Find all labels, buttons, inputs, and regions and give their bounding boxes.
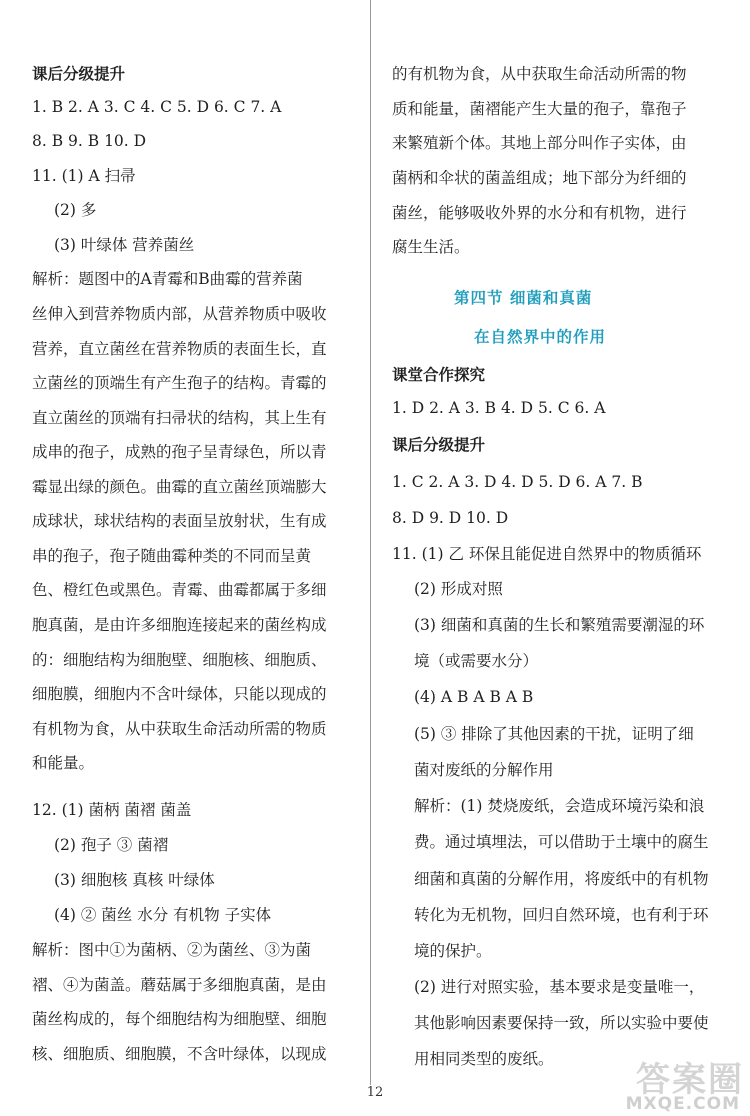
section-title-left: 课后分级提升 xyxy=(32,65,126,83)
analysis-line: 立菌丝的顶端生有产生孢子的结构。青霉的 xyxy=(32,374,327,392)
section-subheading: 在自然界中的作用 xyxy=(474,328,607,346)
analysis-line: 境的保护。 xyxy=(414,942,492,960)
watermark-logo xyxy=(598,1052,744,1114)
q11-part2: (2) 多 xyxy=(54,201,97,219)
analysis-line: 费。通过填埋法，可以借助于土壤中的腐生 xyxy=(414,833,709,851)
analysis2-line: 解析：图中①为菌柄、②为菌丝、③为菌 xyxy=(32,941,312,959)
analysis-line: 用相同类型的废纸。 xyxy=(414,1050,554,1068)
continuation-line: 来繁殖新个体。其地上部分叫作子实体，由 xyxy=(392,134,687,152)
watermark-url: MXQE.COM xyxy=(625,1094,740,1114)
q11-part1: 11. (1) A 扫帚 xyxy=(32,167,136,185)
q12-part4: (4) ② 菌丝 水分 有机物 子实体 xyxy=(54,906,272,924)
analysis-line: 有机物为食，从中获取生命活动所需的物质 xyxy=(32,720,327,738)
q11-part3-cont: 境（或需要水分） xyxy=(414,652,539,670)
section-heading: 第四节 细菌和真菌 xyxy=(454,289,593,307)
analysis-line: 营养，直立菌丝在营养物质的表面生长，直 xyxy=(32,340,327,358)
q11-part1: 11. (1) 乙 环保且能促进自然界中的物质循环 xyxy=(392,545,702,563)
continuation-line: 的有机物为食，从中获取生命活动所需的物 xyxy=(392,65,687,83)
continuation-line: 腐生生活。 xyxy=(392,238,470,256)
analysis-line: 细胞膜，细胞内不含叶绿体，只能以现成的 xyxy=(32,685,327,703)
answers-row-1: 1. B 2. A 3. C 4. C 5. D 6. C 7. A xyxy=(32,98,282,116)
continuation-line: 质和能量，菌褶能产生大量的孢子，靠孢子 xyxy=(392,100,687,118)
q11-part5: (5) ③ 排除了其他因素的干扰，证明了细 xyxy=(414,725,694,743)
analysis-line: 其他影响因素要保持一致，所以实验中要使 xyxy=(414,1014,709,1032)
analysis-line: 的：细胞结构为细胞壁、细胞核、细胞质、 xyxy=(32,651,327,669)
page-number: 12 xyxy=(366,1085,384,1100)
analysis-line: 成串的孢子，成熟的孢子呈青绿色，所以青 xyxy=(32,443,327,461)
answers-row-2: 8. D 9. D 10. D xyxy=(392,509,509,527)
analysis-line: 解析：(1) 焚烧废纸，会造成环境污染和浪 xyxy=(414,797,705,815)
analysis-line: 直立菌丝的顶端有扫帚状的结构，其上生有 xyxy=(32,409,327,427)
analysis-line: 转化为无机物，回归自然环境，也有利于环 xyxy=(414,906,709,924)
analysis2-line: 菌丝构成的，每个细胞结构为细胞壁、细胞 xyxy=(32,1010,327,1028)
analysis2-line: 褶、④为菌盖。蘑菇属于多细胞真菌，是由 xyxy=(32,976,327,994)
answers-row-1: 1. C 2. A 3. D 4. D 5. D 6. A 7. B xyxy=(392,473,643,491)
q11-part3: (3) 叶绿体 营养菌丝 xyxy=(54,236,195,254)
continuation-line: 菌丝，能够吸收外界的水分和有机物，进行 xyxy=(392,204,687,222)
q12-part2: (2) 孢子 ③ 菌褶 xyxy=(54,836,169,854)
analysis-line: 成球状，球状结构的表面呈放射状，生有成 xyxy=(32,512,327,530)
section-title-cooperative: 课堂合作探究 xyxy=(392,366,486,384)
analysis-line: 丝伸入到营养物质内部，从营养物质中吸收 xyxy=(32,305,327,323)
q11-part3: (3) 细菌和真菌的生长和繁殖需要潮湿的环 xyxy=(414,616,705,634)
analysis-line: 胞真菌，是由许多细胞连接起来的菌丝构成 xyxy=(32,616,327,634)
analysis2-line: 核、细胞质、细胞膜，不含叶绿体，以现成 xyxy=(32,1045,327,1063)
analysis-line: 细菌和真菌的分解作用，将废纸中的有机物 xyxy=(414,870,709,888)
q11-part2: (2) 形成对照 xyxy=(414,580,503,598)
q12-part1: 12. (1) 菌柄 菌褶 菌盖 xyxy=(32,801,192,819)
answers-row-2: 8. B 9. B 10. D xyxy=(32,132,147,150)
analysis-line: 和能量。 xyxy=(32,754,95,772)
analysis-line: 霉显出绿的颜色。曲霉的直立菌丝顶端膨大 xyxy=(32,478,327,496)
q12-part3: (3) 细胞核 真核 叶绿体 xyxy=(54,871,215,889)
analysis-line: 色、橙红色或黑色。青霉、曲霉都属于多细 xyxy=(32,581,327,599)
column-divider xyxy=(370,0,371,1085)
q11-part4: (4) A B A B A B xyxy=(414,688,534,706)
answers-row: 1. D 2. A 3. B 4. D 5. C 6. A xyxy=(392,399,606,417)
section-title-graded: 课后分级提升 xyxy=(392,436,486,454)
continuation-line: 菌柄和伞状的菌盖组成；地下部分为纤细的 xyxy=(392,169,687,187)
analysis-line: (2) 进行对照实验，基本要求是变量唯一， xyxy=(414,978,705,996)
watermark-text: 答案圈 xyxy=(636,1060,744,1100)
q11-part5-cont: 菌对废纸的分解作用 xyxy=(414,761,554,779)
analysis-line: 串的孢子，孢子随曲霉种类的不同而呈黄 xyxy=(32,547,312,565)
analysis-line: 解析：题图中的A青霉和B曲霉的营养菌 xyxy=(32,270,303,288)
